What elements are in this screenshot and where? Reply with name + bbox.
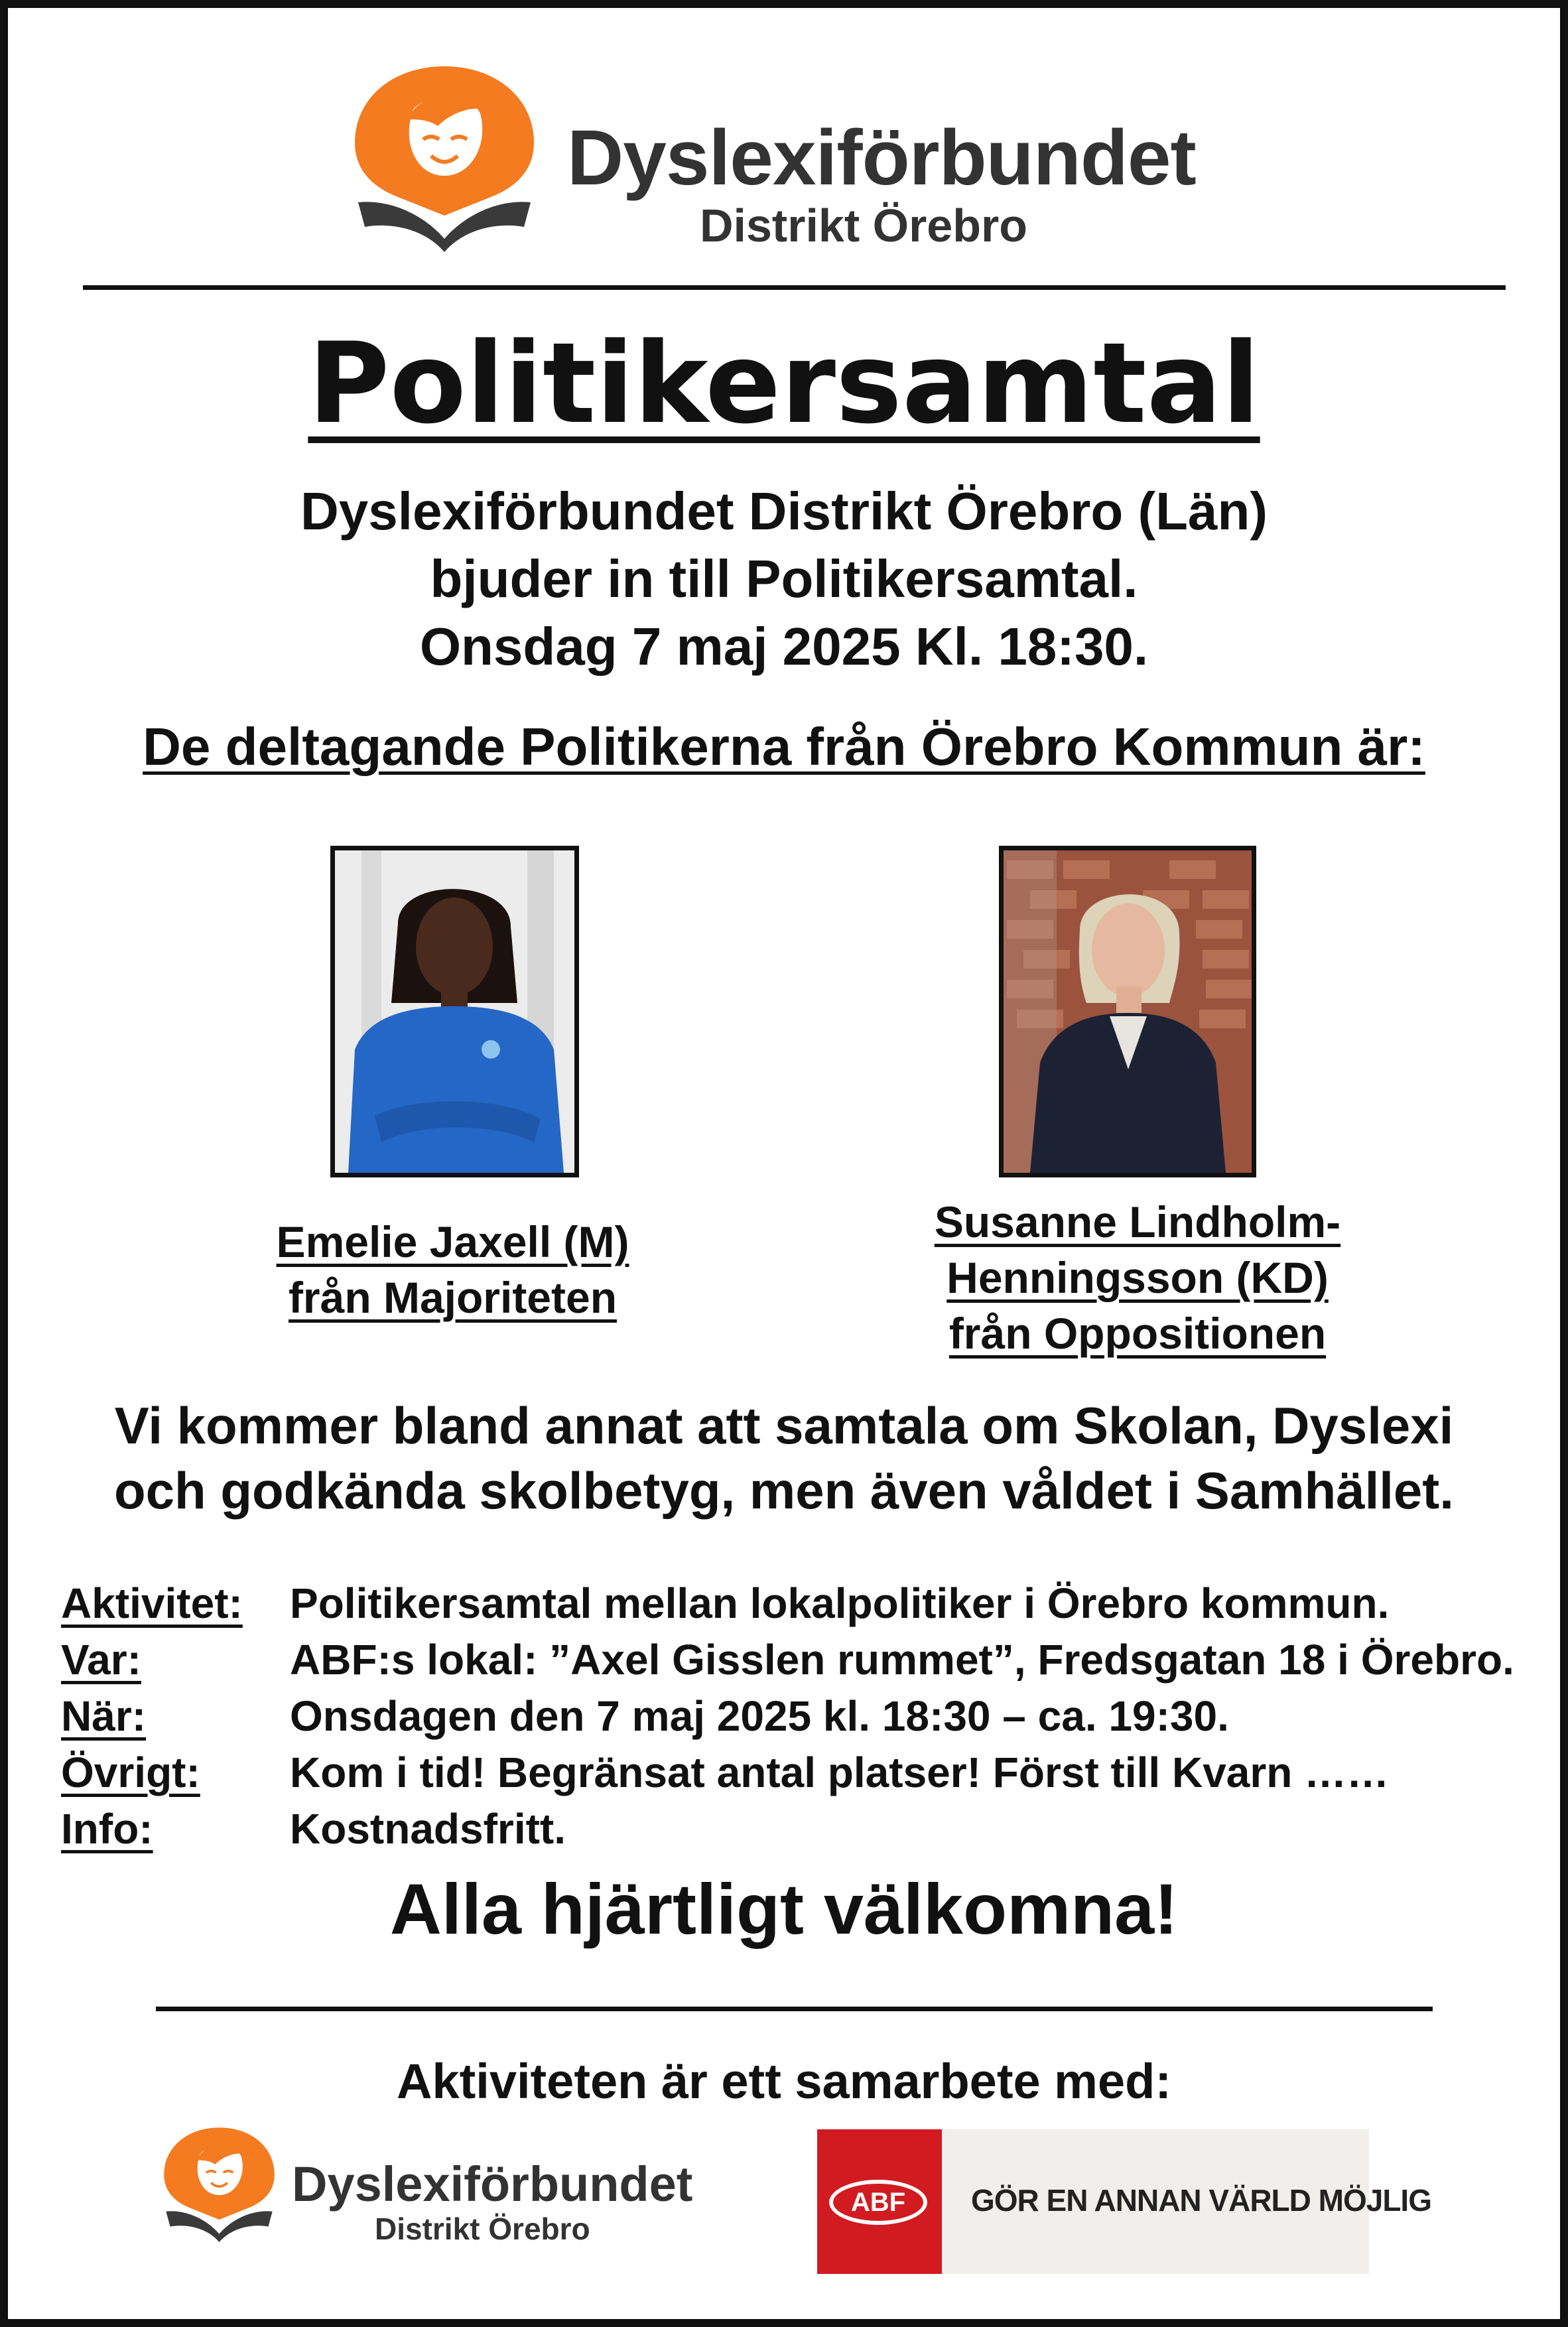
- detail-row: [61, 1632, 1514, 1688]
- topic-line: Vi kommer bland annat att samtala om Skolan, Dyslexi: [114, 1396, 1454, 1455]
- page-title: Politikersamtal: [308, 318, 1260, 448]
- politician-photo-emelie: [330, 846, 579, 1177]
- detail-value: Onsdagen den 7 maj 2025 kl. 18:30 – ca. 19:30.: [290, 1692, 1229, 1740]
- collaboration-heading: Aktiviteten är ett samarbete med:: [397, 2054, 1171, 2109]
- intro-date-line: Onsdag 7 maj 2025 Kl. 18:30.: [419, 617, 1149, 676]
- divider-top: [83, 285, 1506, 290]
- topic-text: [0, 1393, 1568, 1523]
- detail-row: [61, 1801, 1514, 1857]
- participant-name-2: [859, 1194, 1416, 1361]
- detail-label: Info:: [61, 1805, 153, 1853]
- detail-value: Kom i tid! Begränsat antal platser! Först till Kvarn ……: [290, 1749, 1390, 1796]
- logo-subtitle: Distrikt Örebro: [700, 200, 1027, 251]
- detail-value: ABF:s lokal: ”Axel Gisslen rummet”, Fredsgatan 18 i Örebro.: [290, 1636, 1514, 1684]
- participant-name: Henningsson (KD): [947, 1253, 1329, 1302]
- detail-value: Politikersamtal mellan lokalpolitiker i Örebro kommun.: [290, 1579, 1390, 1627]
- detail-label: Aktivitet:: [61, 1579, 243, 1627]
- event-details: [61, 1575, 1514, 1857]
- abf-logo-mark: [817, 2129, 942, 2274]
- footer-logo-subtitle: Distrikt Örebro: [375, 2212, 590, 2246]
- person-photo-icon: [1004, 850, 1252, 1173]
- intro-text: [0, 478, 1568, 681]
- participant-party: från Majoriteten: [288, 1273, 618, 1322]
- detail-row: [61, 1745, 1514, 1801]
- intro-line: Dyslexiförbundet Distrikt Örebro (Län): [300, 482, 1268, 541]
- participant-name: Emelie Jaxell (M): [276, 1217, 629, 1266]
- abf-logo: [817, 2129, 1431, 2274]
- abf-tagline: GÖR EN ANNAN VÄRLD MÖJLIG: [971, 2183, 1431, 2218]
- detail-row: [61, 1575, 1514, 1632]
- divider-bottom: [156, 2007, 1433, 2011]
- person-photo-icon: [335, 850, 574, 1173]
- detail-label: När:: [61, 1692, 147, 1740]
- detail-label: Var:: [61, 1636, 141, 1684]
- dyslexiforbundet-logo-icon: [158, 2119, 281, 2242]
- participant-party: från Oppositionen: [948, 1309, 1327, 1358]
- logo-name: Dyslexiförbundet: [567, 114, 1196, 202]
- participant-name: Susanne Lindholm-: [934, 1197, 1341, 1246]
- topic-line: och godkända skolbetyg, men även våldet i Samhället.: [114, 1461, 1454, 1520]
- politician-photo-susanne: [999, 846, 1256, 1177]
- dyslexiforbundet-logo-icon: [345, 53, 544, 252]
- detail-value: Kostnadsfritt.: [290, 1805, 566, 1853]
- participants-heading: De deltagande Politikerna från Örebro Kommun är:: [143, 717, 1425, 776]
- detail-row: [61, 1688, 1514, 1745]
- footer-logo-name: Dyslexiförbundet: [292, 2157, 693, 2212]
- participant-name-1: [186, 1214, 720, 1325]
- welcome-text: Alla hjärtligt välkomna!: [389, 1869, 1179, 1949]
- detail-label: Övrigt:: [61, 1749, 200, 1796]
- intro-line: bjuder in till Politikersamtal.: [430, 549, 1138, 608]
- abf-logo-text: ABF: [829, 2180, 927, 2225]
